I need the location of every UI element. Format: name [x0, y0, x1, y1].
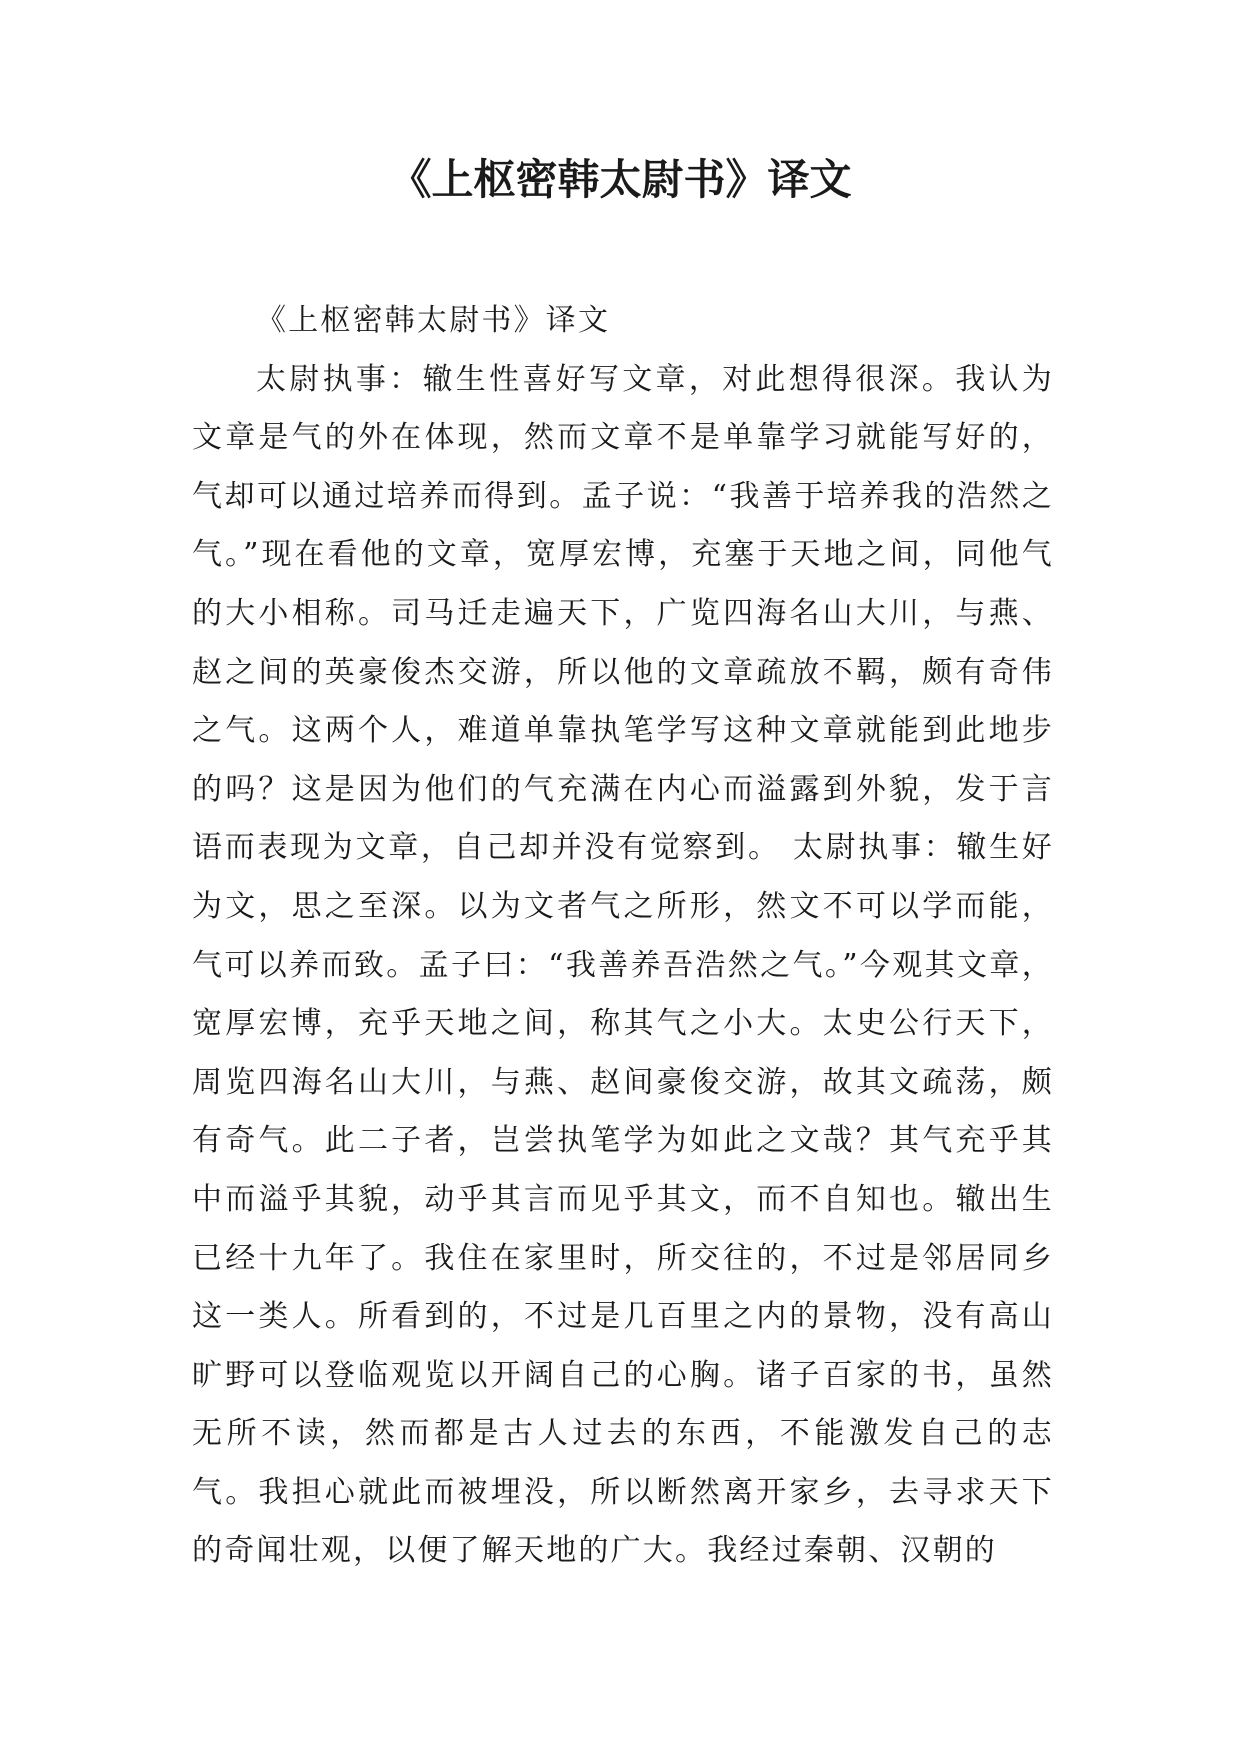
body-paragraph: 太尉执事：辙生性喜好写文章，对此想得很深。我认为文章是气的外在体现，然而文章不是单靠学习就能写好的，气却可以通过培养而得到。孟子说：“我善于培养我的浩然之气。”现在看他的文章，宽厚宏博，充塞于天地之间，同他气的大小相称。司马迁走遍天下，广览四海名山大川，与燕、赵之间的英豪俊杰交游，所以他的文章疏放不羁，颇有奇伟之气。这两个人，难道单靠执笔学写这种文章就能到此地步的吗？这是因为他们的气充满在内心而溢露到外貌，发于言语而表现为文章，自己却并没有觉察到。 太尉执事：辙生好为文，思之至深。以为文者气之所形，然文不可以学而能，气可以养而致。孟子曰：“我善养吾浩然之气。”今观其文章，宽厚宏博，充乎天地之间，称其气之小大。太史公行天下，周览四海名山大川，与燕、赵间豪俊交游，故其文疏荡，颇有奇气。此二子者，岂尝执笔学为如此之文哉？其气充乎其中而溢乎其貌，动乎其言而见乎其文，而不自知也。辙出生已经十九年了。我住在家里时，所交往的，不过是邻居同乡这一类人。所看到的，不过是几百里之内的景物，没有高山旷野可以登临观览以开阔自己的心胸。诸子百家的书，虽然无所不读，然而都是古人过去的东西，不能激发自己的志气。我担心就此而被埋没，所以断然离开家乡，去寻求天下的奇闻壮观，以便了解天地的广大。我经过秦朝、汉朝的 — [192, 361, 1054, 1569]
document-body — [192, 292, 1054, 1581]
document-subheading: 《上枢密韩太尉书》译文 — [256, 303, 611, 338]
document-title: 《上枢密韩太尉书》译文 — [389, 155, 852, 204]
